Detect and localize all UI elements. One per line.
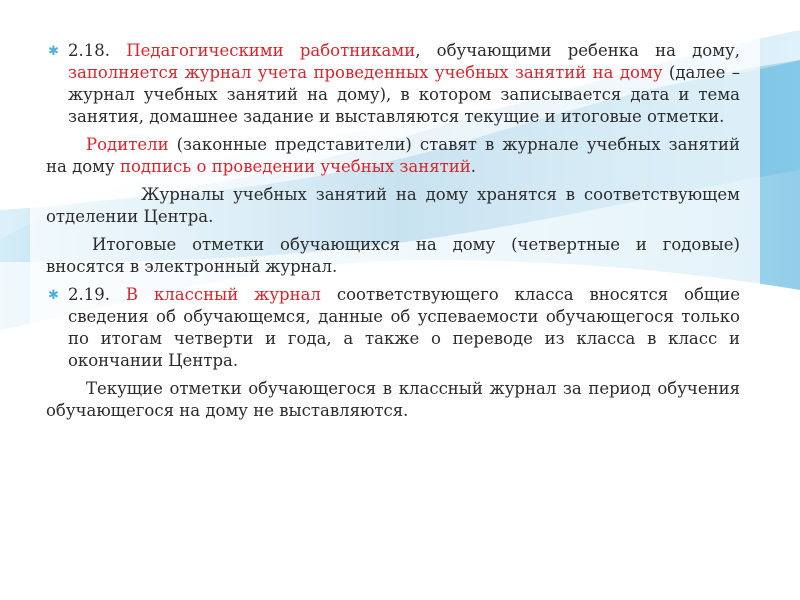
highlight-text: Педагогическими работниками	[126, 41, 416, 60]
paragraph-final-marks	[46, 234, 740, 278]
section-number: 2.18.	[68, 41, 127, 60]
body-text: (далее – журнал учебных занятий на дому), в котором записывается дата и тема занятия, домашнее задание и выставляются текущие и итоговые отметки.	[68, 63, 741, 126]
paragraph-journals	[46, 184, 740, 228]
highlight-text: подпись о проведении учебных занятий	[119, 157, 471, 176]
paragraph-2-19	[46, 284, 740, 372]
body-text: Текущие отметки обучающегося в классный журнал за период обучения обучающегося на дому не выставляются.	[46, 379, 740, 420]
body-text: , обучающими ребенка на дому,	[415, 41, 741, 60]
body-text: Итоговые отметки обучающихся на дому (четвертные и годовые) вносятся в электронный журнал.	[46, 235, 740, 276]
paragraph-2-18	[46, 40, 740, 128]
star-bullet-icon: ✱	[48, 44, 59, 59]
highlight-text: В классный журнал	[125, 285, 321, 304]
slide-content	[46, 40, 740, 428]
paragraph-current-marks	[46, 378, 740, 422]
body-text: (законные представители) ставят в журнале учебных занятий на дому	[46, 135, 740, 176]
body-text: .	[470, 157, 477, 176]
paragraph-parents	[46, 134, 740, 178]
section-number: 2.19.	[68, 285, 126, 304]
highlight-text: заполняется журнал учета проведенных учебных занятий на дому	[68, 63, 663, 82]
body-text: Журналы учебных занятий на дому хранятся в соответствующем отделении Центра.	[46, 185, 740, 226]
star-bullet-icon: ✱	[48, 288, 59, 303]
body-text: соответствующего класса вносятся общие сведения об обучающемся, данные об успеваемости обучающегося только по итогам четверти и года, а также о переводе из класса в класс и окончании Центра.	[68, 285, 741, 370]
highlight-text: Родители	[86, 135, 169, 154]
